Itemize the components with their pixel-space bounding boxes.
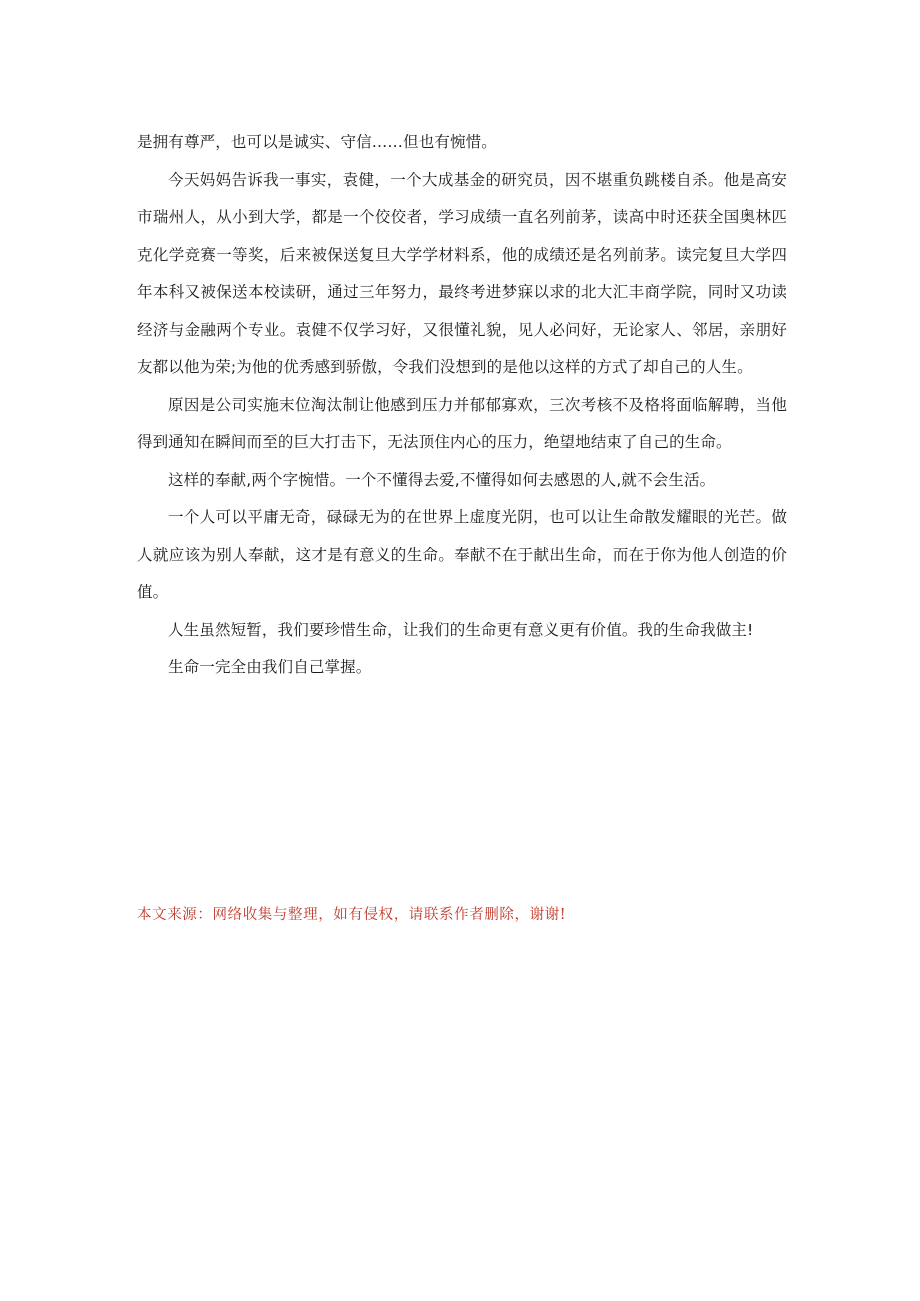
paragraph-conclusion: 生命一完全由我们自己掌握。	[168, 658, 372, 676]
paragraph-cause: 原因是公司实施末位淘汰制让他感到压力并郁郁寡欢，三次考核不及格将面临解聘，当他得到通知在瞬间而至的巨大打击下，无法顶住内心的压力，绝望地结束了自己的生命。	[137, 395, 787, 451]
paragraph-yuan-jian-story: 今天妈妈告诉我一事实，袁健，一个大成基金的研究员，因不堪重负跳楼自杀。他是高安市瑞州人，从小到大学，都是一个佼佼者，学习成绩一直名列前茅，读高中时还获全国奥林匹克化学竞赛一等奖，后来被保送复旦大学学材料系，他的成绩还是名列前茅。读完复旦大学四年本科又被保送本校读研，通过三年努力，最终考进梦寐以求的北大汇丰商学院，同时又功读经济与金融两个专业。袁健不仅学习好，又很懂礼貌，见人必问好，无论家人、邻居，亲朋好友都以他为荣;为他的优秀感到骄傲，令我们没想到的是他以这样的方式了却自己的人生。	[137, 170, 787, 376]
source-disclaimer: 本文来源：网络收集与整理，如有侵权，请联系作者删除，谢谢!	[137, 907, 567, 923]
paragraph-cherish-life: 人生虽然短暂，我们要珍惜生命，让我们的生命更有意义更有价值。我的生命我做主!	[168, 620, 754, 639]
paragraph-continuation: 是拥有尊严，也可以是诚实、守信……但也有惋惜。	[137, 133, 497, 151]
document-body	[137, 124, 787, 687]
paragraph-regret: 这样的奉献,两个字惋惜。一个不懂得去爱,不懂得如何去感恩的人,就不会生活。	[168, 470, 716, 489]
paragraph-meaning-of-life: 一个人可以平庸无奇，碌碌无为的在世界上虚度光阴，也可以让生命散发耀眼的光芒。做人就应该为别人奉献，这才是有意义的生命。奉献不在于献出生命，而在于你为他人创造的价值。	[137, 508, 787, 601]
